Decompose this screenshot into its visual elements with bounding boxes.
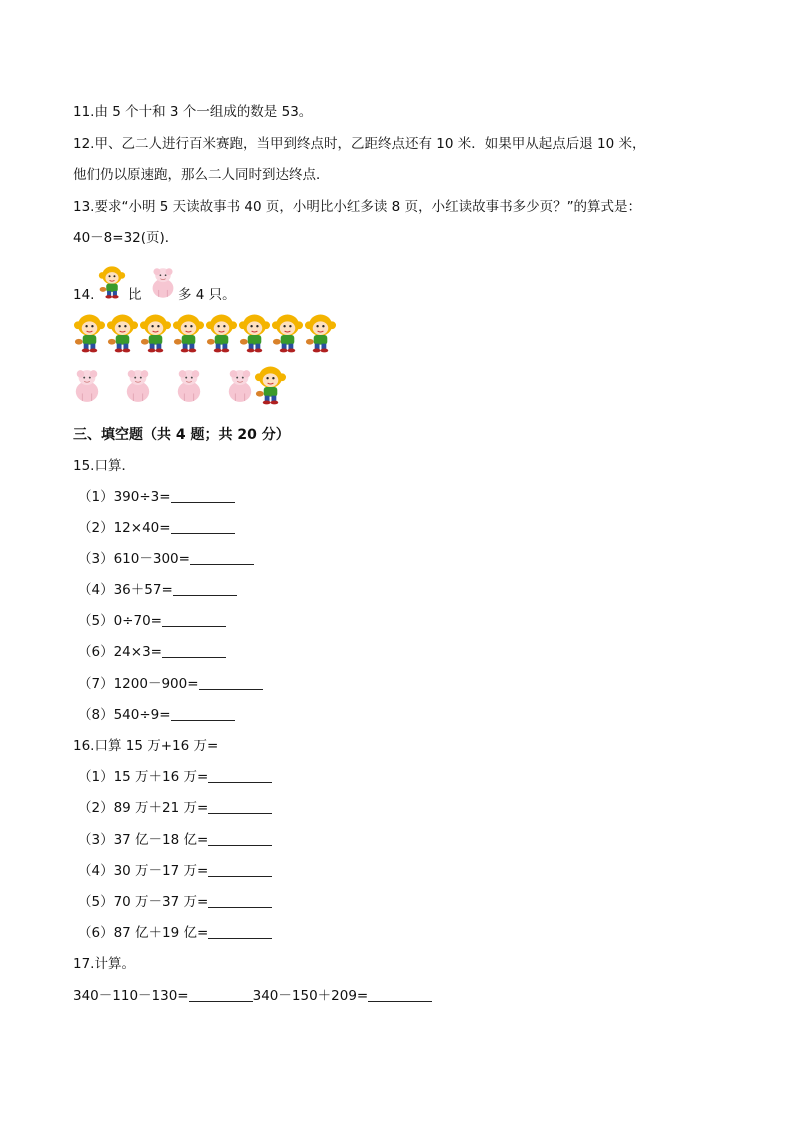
question-15-title: 15.口算． bbox=[73, 458, 135, 474]
question-17-title: 17.计算。 bbox=[73, 956, 135, 972]
q16-item-4: （4）30 万－17 万= bbox=[78, 861, 272, 881]
q15-item-8: （8）540÷9= bbox=[78, 705, 235, 725]
question-14-suffix: 多 4 只。 bbox=[178, 287, 236, 303]
monkey-icon bbox=[271, 312, 304, 354]
question-12-line-2: 他们仍以原速跑，那么二人同时到达终点． bbox=[73, 167, 330, 183]
answer-blank[interactable] bbox=[208, 893, 272, 908]
monkey-icon bbox=[238, 312, 271, 354]
q15-item-7: （7）1200－900= bbox=[78, 674, 263, 694]
answer-blank[interactable] bbox=[208, 799, 272, 814]
answer-blank[interactable] bbox=[208, 924, 272, 939]
answer-blank[interactable] bbox=[171, 519, 235, 534]
q16-item-1: （1）15 万＋16 万= bbox=[78, 767, 272, 787]
q17-expressions: 340－110－130= 340－150＋209= bbox=[73, 986, 432, 1006]
sheep-icon bbox=[73, 366, 101, 406]
question-14-bi: 比 bbox=[128, 287, 142, 303]
sheep-icon bbox=[124, 366, 152, 406]
q15-item-1: （1）390÷3= bbox=[78, 487, 235, 507]
sheep-icon bbox=[226, 366, 254, 406]
answer-blank[interactable] bbox=[208, 862, 272, 877]
monkey-row bbox=[73, 312, 337, 354]
answer-blank[interactable] bbox=[162, 612, 226, 627]
answer-blank[interactable] bbox=[190, 550, 254, 565]
monkey-icon bbox=[304, 312, 337, 354]
question-16-title: 16.口算 15 万+16 万= bbox=[73, 738, 219, 754]
monkey-icon bbox=[205, 312, 238, 354]
q15-item-6: （6）24×3= bbox=[78, 642, 226, 662]
monkey-icon bbox=[98, 262, 126, 302]
q15-item-5: （5）0÷70= bbox=[78, 611, 226, 631]
question-13-line-2: 40－8=32(页)． bbox=[73, 230, 179, 246]
monkey-icon bbox=[73, 312, 106, 354]
question-12-line-1: 12.甲、乙二人进行百米赛跑，当甲到终点时，乙距终点还有 10 米．如果甲从起点后退 10 米， bbox=[73, 136, 646, 152]
q15-item-4: （4）36＋57= bbox=[78, 580, 237, 600]
question-13-line-1: 13.要求“小明 5 天读故事书 40 页，小明比小红多读 8 页，小红读故事书多少页？”的算式是： bbox=[73, 199, 642, 215]
monkey-icon bbox=[139, 312, 172, 354]
question-11: 11.由 5 个十和 3 个一组成的数是 53。 bbox=[73, 104, 313, 120]
answer-blank[interactable] bbox=[189, 987, 253, 1002]
answer-blank[interactable] bbox=[173, 581, 237, 596]
answer-blank[interactable] bbox=[368, 987, 432, 1002]
q16-item-2: （2）89 万＋21 万= bbox=[78, 798, 272, 818]
answer-blank[interactable] bbox=[171, 706, 235, 721]
question-14-prefix: 14. bbox=[73, 287, 95, 303]
answer-blank[interactable] bbox=[208, 768, 272, 783]
monkey-icon bbox=[254, 364, 287, 406]
answer-blank[interactable] bbox=[162, 643, 226, 658]
sheep-icon bbox=[150, 264, 176, 302]
sheep-icon bbox=[175, 366, 203, 406]
monkey-icon bbox=[172, 312, 205, 354]
q15-item-2: （2）12×40= bbox=[78, 518, 235, 538]
answer-blank[interactable] bbox=[171, 488, 235, 503]
q16-item-5: （5）70 万－37 万= bbox=[78, 892, 272, 912]
answer-blank[interactable] bbox=[199, 675, 263, 690]
q16-item-3: （3）37 亿－18 亿= bbox=[78, 830, 272, 850]
q15-item-3: （3）610－300= bbox=[78, 549, 254, 569]
q16-item-6: （6）87 亿＋19 亿= bbox=[78, 923, 272, 943]
monkey-icon bbox=[106, 312, 139, 354]
section-heading: 三、填空题（共 4 题；共 20 分） bbox=[73, 427, 290, 443]
answer-blank[interactable] bbox=[208, 831, 272, 846]
sheep-row bbox=[73, 364, 287, 406]
